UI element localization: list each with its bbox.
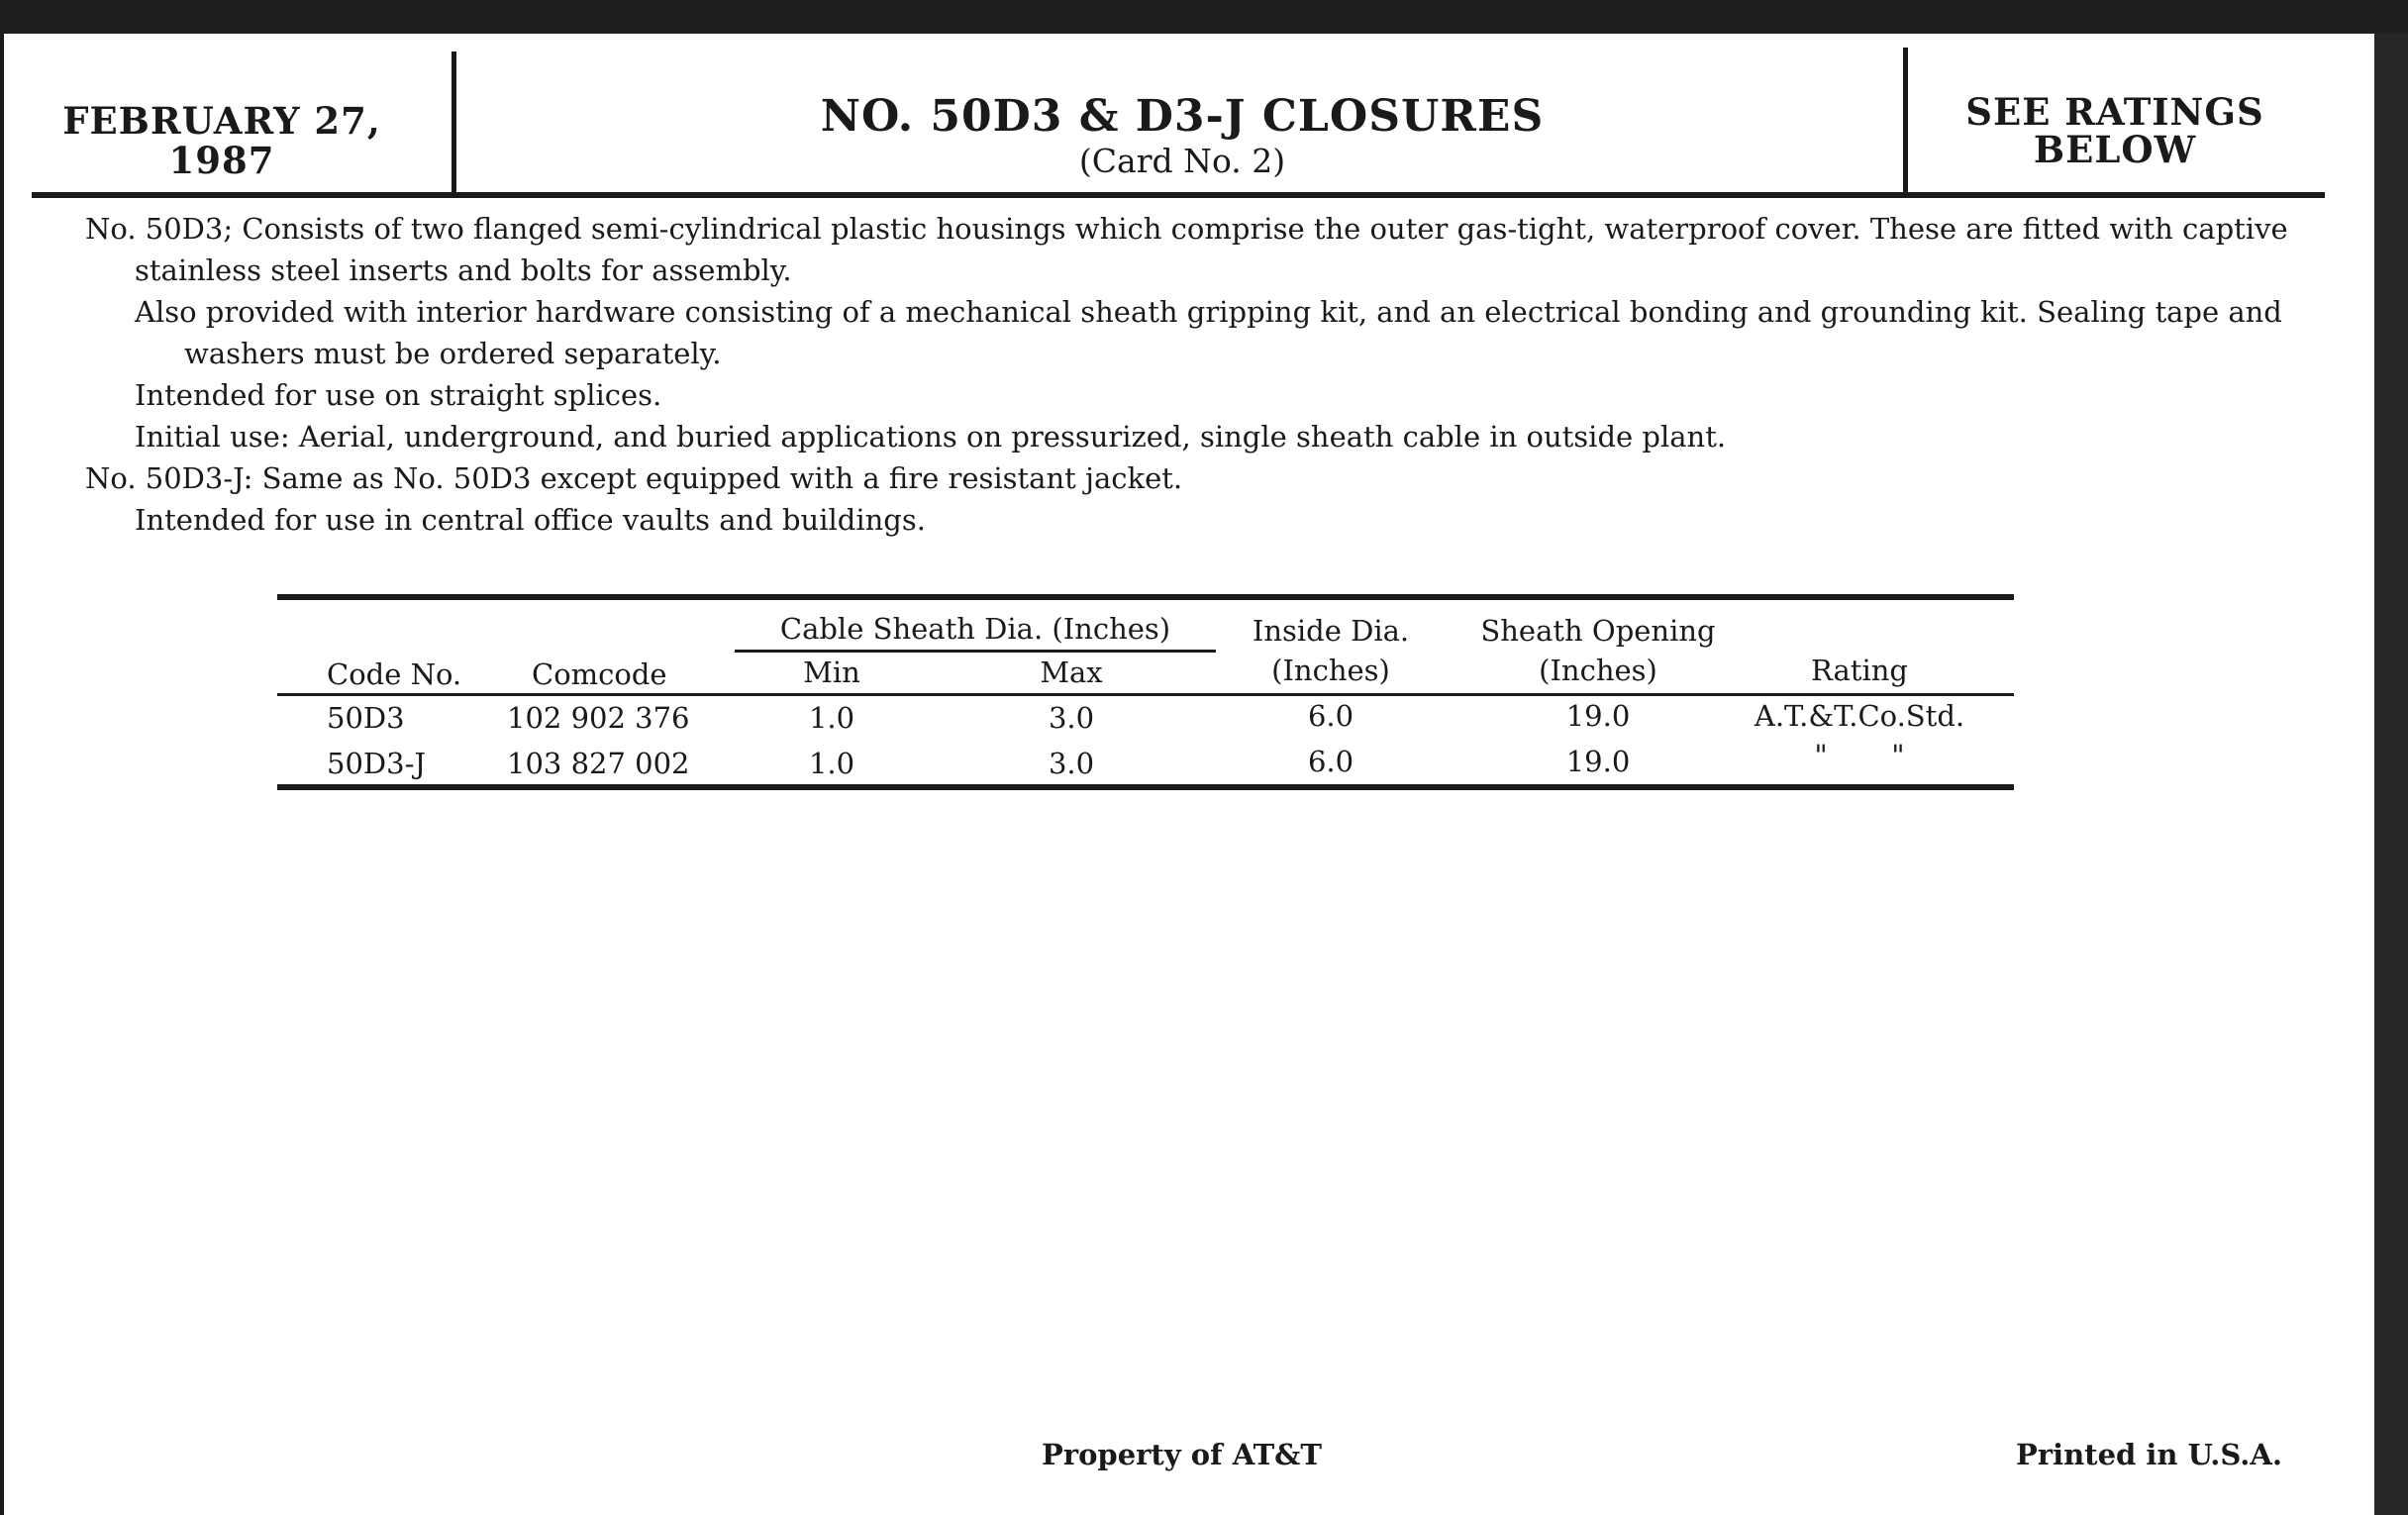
- col-rating: Rating: [1811, 654, 1908, 687]
- rating-note-line1: SEE RATINGS: [1965, 90, 2264, 134]
- header-bottom-rule: [277, 693, 2014, 696]
- issue-date: [34, 101, 410, 180]
- paragraph-50d3-j: No. 50D3-J: Same as No. 50D3 except equipped with a fire resistant jacket.: [85, 461, 1183, 495]
- cell-max: 3.0: [1048, 701, 1095, 735]
- col-inside-line2: (Inches): [1271, 654, 1390, 687]
- cell-inside: 6.0: [1307, 745, 1354, 778]
- issue-date-line1: FEBRUARY 27,: [62, 99, 381, 143]
- table-bottom-rule: [277, 784, 2014, 790]
- scan-border-right: [2374, 34, 2408, 1515]
- col-opening-line1: Sheath Opening: [1480, 614, 1716, 648]
- cell-opening: 19.0: [1565, 745, 1631, 778]
- issue-date-line2: 1987: [168, 139, 275, 182]
- col-code: Code No.: [327, 657, 462, 691]
- group-header-rule: [735, 650, 1216, 653]
- col-min: Min: [803, 656, 860, 689]
- cell-opening: 19.0: [1565, 699, 1631, 733]
- cell-comcode: 102 902 376: [507, 701, 690, 735]
- rating-note: [1919, 90, 2311, 171]
- cell-comcode: 103 827 002: [507, 747, 690, 780]
- property-notice: Property of AT&T: [1042, 1438, 1322, 1471]
- group-header: Cable Sheath Dia. (Inches): [779, 612, 1171, 646]
- paragraph-intended-use: Intended for use on straight splices.: [135, 378, 662, 412]
- col-inside-line1: Inside Dia.: [1252, 614, 1410, 648]
- paragraph-central-office: Intended for use in central office vaults and buildings.: [135, 503, 926, 537]
- header-divider-left: [452, 51, 456, 196]
- scan-border-top: [0, 0, 2408, 34]
- cell-code: 50D3-J: [327, 747, 427, 780]
- card-number: (Card No. 2): [1078, 142, 1286, 180]
- cell-rating: A.T.&T.Co.Std.: [1754, 699, 1965, 733]
- page-title: NO. 50D3 & D3-J CLOSURES: [820, 91, 1545, 142]
- cell-min: 1.0: [808, 747, 855, 780]
- catalog-card: [4, 34, 2374, 1515]
- card-title: [459, 91, 1905, 180]
- paragraph-initial-use: Initial use: Aerial, underground, and buried applications on pressurized, single sheath cable in outside plant.: [135, 420, 1727, 454]
- cell-min: 1.0: [808, 701, 855, 735]
- rating-note-line2: BELOW: [2033, 128, 2197, 171]
- cell-max: 3.0: [1048, 747, 1095, 780]
- header-rule: [32, 192, 2325, 198]
- col-opening-line2: (Inches): [1539, 654, 1657, 687]
- col-max: Max: [1040, 656, 1103, 689]
- paragraph-50d3: No. 50D3; Consists of two flanged semi-cylindrical plastic housings which comprise the outer gas-tight, waterproof cover. These are fitted with captive stainless steel inserts and bolts for assembly.: [85, 212, 2288, 287]
- col-comcode: Comcode: [532, 657, 667, 691]
- printed-notice: Printed in U.S.A.: [2016, 1438, 2282, 1471]
- table-top-rule: [277, 594, 2014, 600]
- paragraph-hardware: Also provided with interior hardware consisting of a mechanical sheath gripping kit, and an electrical bonding and grounding kit. Sealing tape and washers must be ordered separately.: [135, 295, 2282, 370]
- cell-code: 50D3: [327, 701, 405, 735]
- cell-inside: 6.0: [1307, 699, 1354, 733]
- cell-rating-ditto: " ": [1814, 739, 1905, 772]
- description: [85, 208, 2303, 541]
